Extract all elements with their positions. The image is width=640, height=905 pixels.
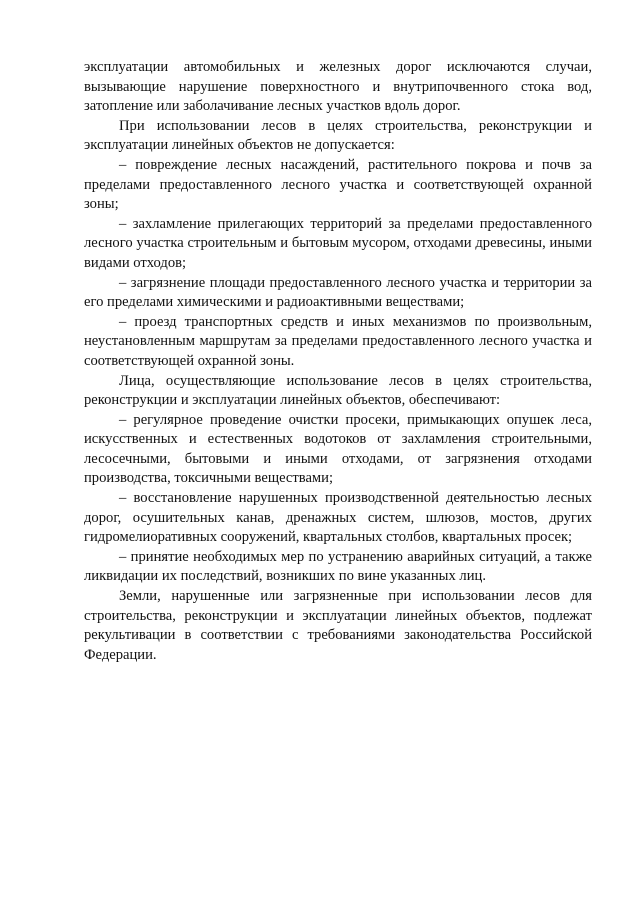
paragraph-obligations-intro: Лица, осуществляющие использование лесов в целях строительства, реконструкции и эксплуатации линейных объектов, обеспечивают: [84, 372, 592, 409]
paragraph-continuation: эксплуатации автомобильных и железных дорог исключаются случаи, вызывающие нарушение поверхностного и внутрипочвенного стока вод, затопление или заболачивание лесных участков вдоль дорог. [84, 59, 592, 115]
list-item-vehicle-passage: – проезд транспортных средств и иных механизмов по произвольным, неустановленным маршрутам за пределами предоставленного лесного участка и соответствующей охранной зоны. [84, 313, 592, 369]
list-item-restoration: – восстановление нарушенных производственной деятельностью лесных дорог, осушительных канав, дренажных систем, шлюзов, мостов, других гидромелиоративных сооружений, квартальных столбов, квартальных просек; [84, 490, 592, 546]
list-item-cleaning: – регулярное проведение очистки просеки, примыкающих опушек леса, искусственных и естественных водотоков от захламления строительными, лесосечными, бытовыми и иными отходами, от загрязнения отходами производства, токсичными веществами; [84, 411, 592, 487]
list-item-damage: – повреждение лесных насаждений, растительного покрова и почв за пределами предоставленного лесного участка и соответствующей охранной зоны; [84, 156, 592, 213]
paragraph-recultivation: Земли, нарушенные или загрязненные при использовании лесов для строительства, реконструкции и эксплуатации линейных объектов, подлежат рекультивации в соответствии с требованиями законодательства Российской Федерации. [84, 588, 592, 663]
list-item-pollution: – загрязнение площади предоставленного лесного участка и территории за его пределами химическими и радиоактивными веществами; [84, 274, 592, 311]
list-item-emergency: – принятие необходимых мер по устранению аварийных ситуаций, а также ликвидации их последствий, возникших по вине указанных лиц. [84, 548, 592, 585]
list-item-littering: – захламление прилегающих территорий за пределами предоставленного лесного участка строительным и бытовым мусором, отходами древесины, иными видами отходов; [84, 215, 592, 271]
paragraph-not-allowed-intro: При использовании лесов в целях строительства, реконструкции и эксплуатации линейных объектов не допускается: [84, 117, 592, 154]
document-body [84, 58, 592, 665]
